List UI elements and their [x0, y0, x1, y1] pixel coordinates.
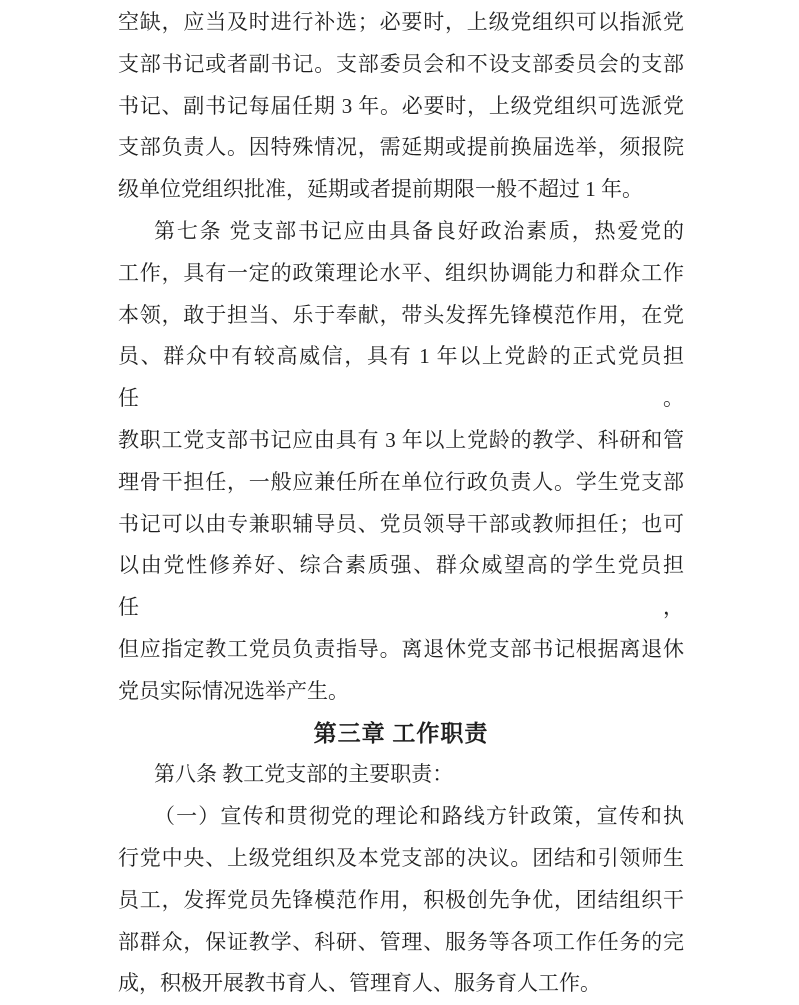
text-line: 行党中央、上级党组织及本党支部的决议。团结和引领师生 — [118, 845, 684, 870]
item-1-start-line: （一）宣传和贯彻党的理论和路线方针政策，宣传和执 — [154, 804, 684, 829]
text-line: 党员实际情况选举产生。 — [118, 678, 349, 703]
text-line: 空缺，应当及时进行补选；必要时，上级党组织可以指派党 — [118, 10, 684, 34]
text-line: 教职工党支部书记应由具有 3 年以上党龄的教学、科研和管 — [118, 427, 684, 452]
text-line: 工作，具有一定的政策理论水平、组织协调能力和群众工作 — [118, 260, 684, 285]
article-7-start-line: 第七条 党支部书记应由具备良好政治素质，热爱党的 — [154, 218, 684, 243]
text-line: 部群众，保证教学、科研、管理、服务等各项工作任务的完 — [118, 929, 684, 954]
chapter-heading: 第三章 工作职责 — [313, 720, 489, 746]
article-8-start-line: 第八条 教工党支部的主要职责： — [154, 762, 454, 787]
text-line: 本领，敢于担当、乐于奉献，带头发挥先锋模范作用，在党 — [118, 302, 684, 327]
text-line: 成，积极开展教书育人、管理育人、服务育人工作。 — [118, 971, 601, 996]
document-body — [118, 2, 684, 1005]
text-line: 员工，发挥党员先锋模范作用，积极创先争优，团结组织干 — [118, 887, 684, 912]
text-line: 支部书记或者副书记。支部委员会和不设支部委员会的支部 — [118, 51, 684, 76]
text-line: 支部负责人。因特殊情况，需延期或提前换届选举，须报院 — [118, 135, 684, 160]
text-line: 级单位党组织批准，延期或者提前期限一般不超过 1 年。 — [118, 177, 643, 202]
text-line: 以由党性修养好、综合素质强、群众威望高的学生党员担任， — [118, 553, 684, 620]
text-line: 书记、副书记每届任期 3 年。必要时，上级党组织可选派党 — [118, 93, 684, 118]
text-line: 理骨干担任，一般应兼任所在单位行政负责人。学生党支部 — [118, 469, 684, 494]
text-line: 员、群众中有较高威信，具有 1 年以上党龄的正式党员担任。 — [118, 344, 684, 411]
text-line: 但应指定教工党员负责指导。离退休党支部书记根据离退休 — [118, 636, 684, 661]
text-line: 书记可以由专兼职辅导员、党员领导干部或教师担任；也可 — [118, 511, 684, 536]
